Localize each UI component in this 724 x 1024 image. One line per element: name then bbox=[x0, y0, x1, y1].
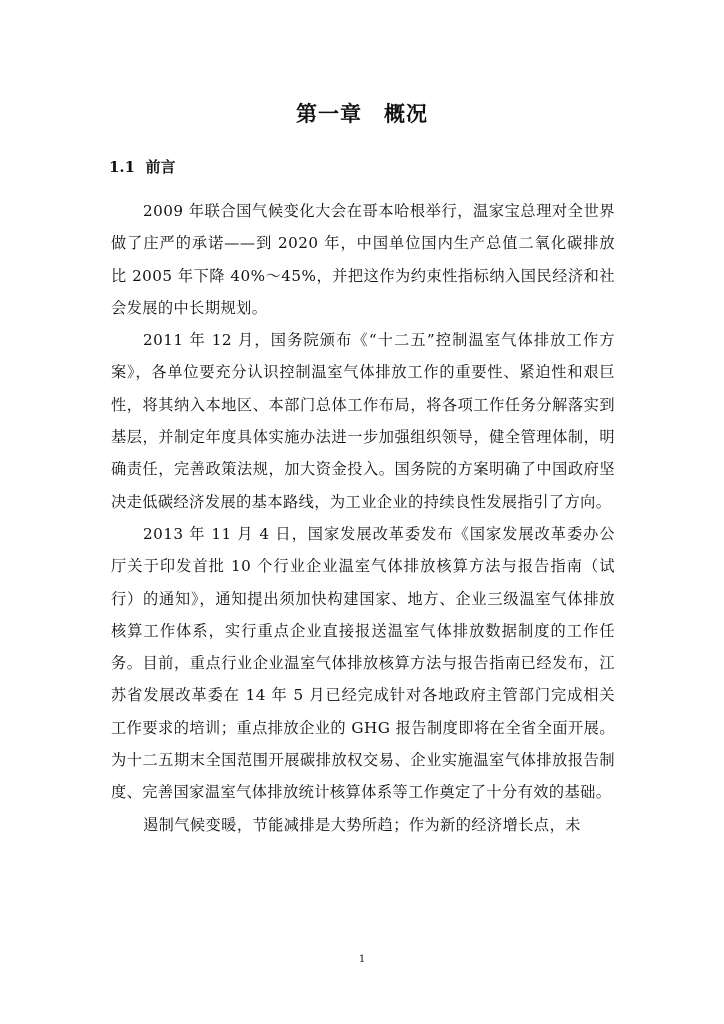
paragraph-2: 2011 年 12 月，国务院颁布《“十二五”控制温室气体排放工作方案》，各单位要充分认识控制温室气体排放工作的重要性、紧迫性和艰巨性，将其纳入本地区、本部门总体工作布局，将各项工作任务分解落实到基层，并制定年度具体实施办法进一步加强组织领导，健全管理体制，明确责任，完善政策法规，加大资金投入。国务院的方案明确了中国政府坚决走低碳经济发展的基本路线，为工业企业的持续良性发展指引了方向。 bbox=[111, 331, 615, 511]
body-text bbox=[111, 195, 615, 841]
paragraph-4: 遏制气候变暖，节能减排是大势所趋；作为新的经济增长点，未 bbox=[143, 815, 581, 834]
paragraph-1: 2009 年联合国气候变化大会在哥本哈根举行，温家宝总理对全世界做了庄严的承诺——到 2020 年，中国单位国内生产总值二氧化碳排放比 2005 年下降 40%～45%，并把这作为约束性指标纳入国民经济和社会发展的中长期规划。 bbox=[111, 202, 615, 317]
section-heading: 1.1 前言 bbox=[109, 158, 176, 176]
paragraph-3: 2013 年 11 月 4 日，国家发展改革委发布《国家发展改革委办公厅关于印发首批 10 个行业企业温室气体排放核算方法与报告指南（试行）的通知》，通知提出须加快构建国家、地方、企业三级温室气体排放核算工作体系，实行重点企业直接报送温室气体排放数据制度的工作任务。目前，重点行业企业温室气体排放核算方法与报告指南已经发布，江苏省发展改革委在 14 年 5 月已经完成针对各地政府主管部门完成相关工作要求的培训；重点排放企业的 GHG 报告制度即将在全省全面开展。为十二五期末全国范围开展碳排放权交易、企业实施温室气体排放报告制度、完善国家温室气体排放统计核算体系等工作奠定了十分有效的基础。 bbox=[111, 524, 615, 802]
page-number: 1 bbox=[358, 954, 366, 965]
chapter-title: 第一章 概况 bbox=[296, 101, 428, 126]
